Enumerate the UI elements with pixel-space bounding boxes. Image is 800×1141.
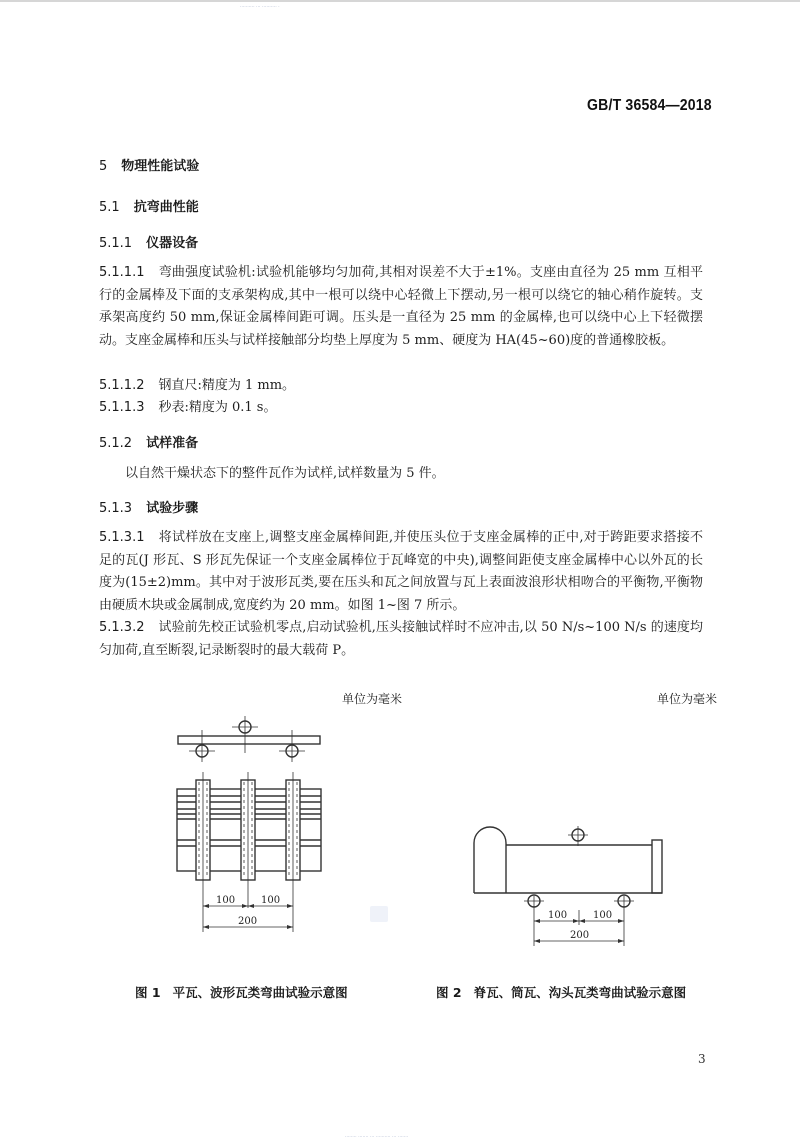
figure-number: 图 1 <box>135 985 161 1000</box>
standard-code: GB/T 36584—2018 <box>587 97 712 114</box>
heading-section-5 <box>99 155 199 174</box>
dim-right-label: 100 <box>593 910 613 921</box>
scan-watermark-bottom: ········ ······· ··· ·········· ··· ······· <box>345 1134 409 1139</box>
section-number: 5 <box>99 159 108 174</box>
paragraph-5-1-2: 以自然干燥状态下的整件瓦作为试样,试样数量为 5 件。 <box>125 466 445 481</box>
figure-number: 图 2 <box>436 985 462 1000</box>
heading-section-5-1-3 <box>99 497 198 516</box>
section-number: 5.1 <box>99 200 120 215</box>
clause-number: 5.1.1.3 <box>99 400 145 415</box>
clause-text: 钢直尺:精度为 1 mm。 <box>158 378 296 393</box>
dim-right-label: 100 <box>261 895 281 906</box>
figure-2-diagram <box>460 810 680 950</box>
scan-watermark-top: ·········· ··· ·········· · <box>240 4 280 9</box>
figure-2-caption <box>436 983 686 1001</box>
section-number: 5.1.1 <box>99 236 133 251</box>
page-number: 3 <box>698 1052 706 1066</box>
paragraph-5-1-1-3 <box>99 397 703 420</box>
paragraph-5-1-3-2 <box>99 617 703 662</box>
clause-text: 试验前先校正试验机零点,启动试验机,压头接触试样时不应冲击,以 50 N/s~100 N/s 的速度均匀加荷,直至断裂,记录断裂时的最大载荷 P。 <box>99 620 703 658</box>
paragraph-5-1-1-2 <box>99 375 703 398</box>
top-border <box>0 0 800 2</box>
clause-text: 将试样放在支座上,调整支座金属棒间距,并使压头位于支座金属棒的正中,对于跨距要求搭接不足的瓦(J 形瓦、S 形瓦先保证一个支座金属棒位于瓦峰宽的中央),调整间距使支座金属棒中心以外瓦的长度为(15±2)mm。其中对于波形瓦类,要在压头和瓦之间放置与瓦上表面波浪形状相吻合的平衡物,平衡物由硬质木块或金属制成,宽度约为 20 mm。如图 1~图 7 所示。 <box>99 530 703 613</box>
paragraph-5-1-3-1 <box>99 527 703 617</box>
figure-1-diagram <box>160 710 360 950</box>
figure-1-unit-note: 单位为毫米 <box>342 692 403 706</box>
clause-number: 5.1.3.2 <box>99 620 145 635</box>
heading-section-5-1 <box>99 196 199 215</box>
section-title: 抗弯曲性能 <box>133 200 199 215</box>
section-title: 试验步骤 <box>146 501 199 516</box>
section-title: 试样准备 <box>146 436 199 451</box>
figure-2-unit-note: 单位为毫米 <box>657 692 718 706</box>
clause-number: 5.1.1.2 <box>99 378 145 393</box>
clause-text: 弯曲强度试验机:试验机能够均匀加荷,其相对误差不大于±1%。支座由直径为 25 mm 互相平行的金属棒及下面的支承架构成,其中一根可以绕中心轻微上下摆动,另一根可以绕它的轴心稍作旋转。支承架高度约 50 mm,保证金属棒间距可调。压头是一直径为 25 mm 的金属棒,也可以绕中心上下轻微摆动。支座金属棒和压头与试样接触部分均垫上厚度为 5 mm、硬度为 HA(45~60)度的普通橡胶板。 <box>99 265 703 348</box>
dim-total-label: 200 <box>238 916 258 927</box>
clause-text: 秒表:精度为 0.1 s。 <box>158 400 277 415</box>
figure-title: 平瓦、波形瓦类弯曲试验示意图 <box>172 985 348 1000</box>
figure-1-caption <box>135 983 348 1001</box>
section-title: 物理性能试验 <box>121 159 200 174</box>
heading-section-5-1-1 <box>99 232 198 251</box>
heading-section-5-1-2 <box>99 432 198 451</box>
clause-number: 5.1.1.1 <box>99 265 145 280</box>
clause-number: 5.1.3.1 <box>99 530 145 545</box>
dim-total-label: 200 <box>570 930 590 941</box>
section-number: 5.1.2 <box>99 436 133 451</box>
section-title: 仪器设备 <box>146 236 199 251</box>
dim-left-label: 100 <box>548 910 568 921</box>
figure-title: 脊瓦、筒瓦、沟头瓦类弯曲试验示意图 <box>473 985 687 1000</box>
watermark-icon <box>370 906 388 922</box>
section-number: 5.1.3 <box>99 501 133 516</box>
paragraph-5-1-1-1 <box>99 262 703 352</box>
dim-left-label: 100 <box>216 895 236 906</box>
